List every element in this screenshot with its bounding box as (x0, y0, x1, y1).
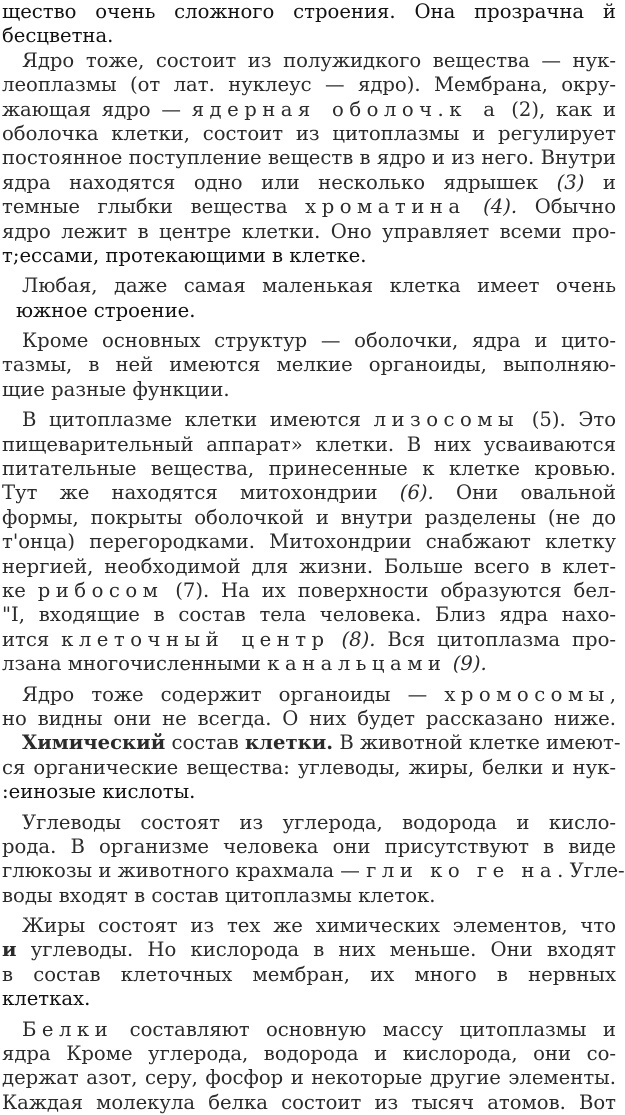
text-run: (3) (556, 170, 585, 194)
text-run: клетки. (245, 731, 334, 755)
text-line (2, 220, 616, 244)
text-line (2, 780, 616, 804)
text-run: , (609, 682, 616, 706)
text-run: оболочка клетки, состоит из цитоплазмы и регулирует (2, 121, 616, 145)
text-run: ядра находятся одно или несколько ядрышек (2, 170, 557, 194)
text-run: ядро лежит в центре клетки. Оно управляет всеми про- (2, 219, 616, 243)
text-run: канальцами (267, 652, 447, 676)
text-run: Тут же находятся митохондрии (2, 481, 400, 505)
text-line (2, 146, 616, 170)
text-line (2, 24, 616, 48)
text-line (2, 555, 616, 579)
text-run: (6). (399, 481, 434, 505)
text-run: лзана многочисленными (2, 652, 268, 676)
text-line (2, 1018, 616, 1042)
text-run: т;ессами, протекающими в клетке. (2, 243, 367, 267)
text-run: В животной клетке имеют- (333, 731, 621, 755)
text-run (330, 628, 342, 651)
text-line (2, 457, 616, 481)
text-run: Ядро тоже содержит органоиды — (22, 682, 445, 706)
text-run: рибосом (37, 578, 164, 602)
text-line (2, 481, 616, 505)
text-line (2, 683, 616, 707)
text-line (2, 195, 616, 219)
text-run: т'онца) перегородками. Митохондрии снабжают клетку (2, 530, 616, 554)
text-run: пищеварительный аппарат» клетки. В них усваиваются (2, 432, 616, 456)
text-run: (9). (452, 652, 487, 676)
text-run: Обычно (517, 195, 616, 219)
text-run: тазмы, в ней имеются мелкие органоиды, выполняю- (2, 353, 616, 377)
text-run: клеточный центр (61, 627, 330, 651)
text-run: Кроме основных структур — оболочки, ядра и цито- (22, 329, 616, 353)
text-run: щество очень сложного строения. Она прозрачна й (2, 0, 616, 23)
text-line (2, 98, 616, 122)
text-line (2, 171, 616, 195)
text-line (2, 652, 616, 676)
text-run: Любая, даже самая маленькая клетка имеет очень (22, 274, 616, 298)
text-line (2, 884, 616, 908)
text-line (2, 506, 616, 530)
text-run: Они овальной (433, 481, 616, 505)
text-run: питательные вещества, принесенные к клетке кровью. (2, 457, 616, 481)
text-run: ке (2, 578, 38, 602)
text-line (2, 1042, 616, 1066)
text-line (2, 353, 616, 377)
text-line (2, 122, 616, 146)
text-run: (8). (341, 627, 376, 651)
text-run: нергией, необходимой для жизни. Больше всего в клет- (2, 554, 616, 578)
text-run: гли ко ге на (366, 859, 558, 883)
text-run: В цитоплазме клетки имеются (22, 408, 374, 432)
text-run: хроматина (305, 195, 466, 219)
text-run: Химический (22, 731, 166, 755)
text-run: в состав клеточных мембран, их много в нервных (2, 962, 616, 986)
text-run (466, 195, 484, 218)
text-line (2, 299, 616, 323)
text-line (2, 914, 616, 938)
text-line (2, 987, 616, 1011)
text-run: щие разные функции. (2, 377, 230, 401)
text-run: южное строение. (16, 298, 196, 322)
text-run: ится (2, 627, 62, 651)
text-run: (7). На их поверхности образуются бел- (163, 578, 616, 602)
text-run: жающая ядро — (2, 97, 192, 121)
text-line (2, 408, 616, 432)
text-run: держат азот, серу, фосфор и некоторые другие элементы. (2, 1066, 616, 1090)
text-line (2, 329, 616, 353)
text-run: углеводы. Но кислорода в них меньше. Они входят (16, 938, 616, 962)
text-run: ядра Кроме углерода, водорода и кислорода, они со- (2, 1042, 616, 1066)
text-run: (4). (483, 195, 518, 219)
text-run: ядерная оболоч.к а (191, 97, 501, 121)
text-line (2, 1091, 616, 1115)
text-run: "I, входящие в состав тела человека. Близ ядра нахо- (2, 603, 616, 627)
text-run: бесцветна. (2, 24, 114, 48)
text-line (2, 244, 616, 268)
text-run: Белки (22, 1017, 114, 1041)
text-run: леоплазмы (от лат. нуклеус — ядро). Мембрана, окру- (2, 73, 616, 97)
text-run: (5). Это (519, 408, 616, 432)
text-line (2, 756, 616, 780)
text-run: состав (165, 731, 246, 755)
text-line (2, 811, 616, 835)
text-line (2, 73, 616, 97)
text-run: Углеводы состоят из углерода, водорода и кисло- (22, 810, 616, 834)
text-run: формы, покрыты оболочкой и внутри разделены (не до (2, 505, 616, 529)
text-run: темные глыбки вещества (2, 195, 306, 219)
text-run: :еинозые кислоты. (2, 780, 196, 804)
text-run: и (584, 170, 616, 194)
text-run: Жиры состоят из тех же химических элементов, что (22, 914, 616, 938)
text-run: но видны они не всегда. О них будет рассказано ниже. (2, 706, 616, 730)
text-run: составляют основную массу цитоплазмы и (113, 1017, 616, 1041)
text-run: воды входят в состав цитоплазмы клеток. (2, 883, 436, 907)
text-run: хромосомы (444, 682, 610, 706)
text-line (2, 938, 616, 962)
text-line (2, 1066, 616, 1090)
text-line (2, 835, 616, 859)
text-run: глюкозы и животного крахмала — (2, 859, 367, 883)
text-line (2, 378, 616, 402)
text-run: лизосомы (373, 408, 520, 432)
text-run: рода. В организме человека они присутствуют в виде (2, 834, 616, 858)
text-line (2, 628, 616, 652)
text-run: и (2, 938, 17, 962)
text-run: Каждая молекула белка состоит из тысяч атомов. Вот (2, 1090, 616, 1114)
text-run: Вся цитоплазма про- (375, 627, 617, 651)
text-line (2, 731, 621, 755)
text-run: ся органические вещества: углеводы, жиры, белки и нук- (2, 755, 616, 779)
text-line (2, 530, 616, 554)
text-line (2, 579, 616, 603)
text-run: (2), как и (500, 97, 616, 121)
text-line (2, 603, 616, 627)
text-line (2, 274, 616, 298)
text-run: . Угле- (557, 859, 625, 883)
text-run: постоянное поступление веществ в ядро и из него. Внутри (2, 146, 616, 170)
text-run: клетках. (2, 987, 91, 1011)
text-line (2, 49, 616, 73)
text-run: Ядро тоже, состоит из полужидкого вещества — нук- (22, 48, 616, 72)
text-line (2, 963, 616, 987)
text-line (2, 859, 625, 883)
text-line (2, 0, 616, 24)
text-line (2, 433, 616, 457)
text-line (2, 707, 616, 731)
